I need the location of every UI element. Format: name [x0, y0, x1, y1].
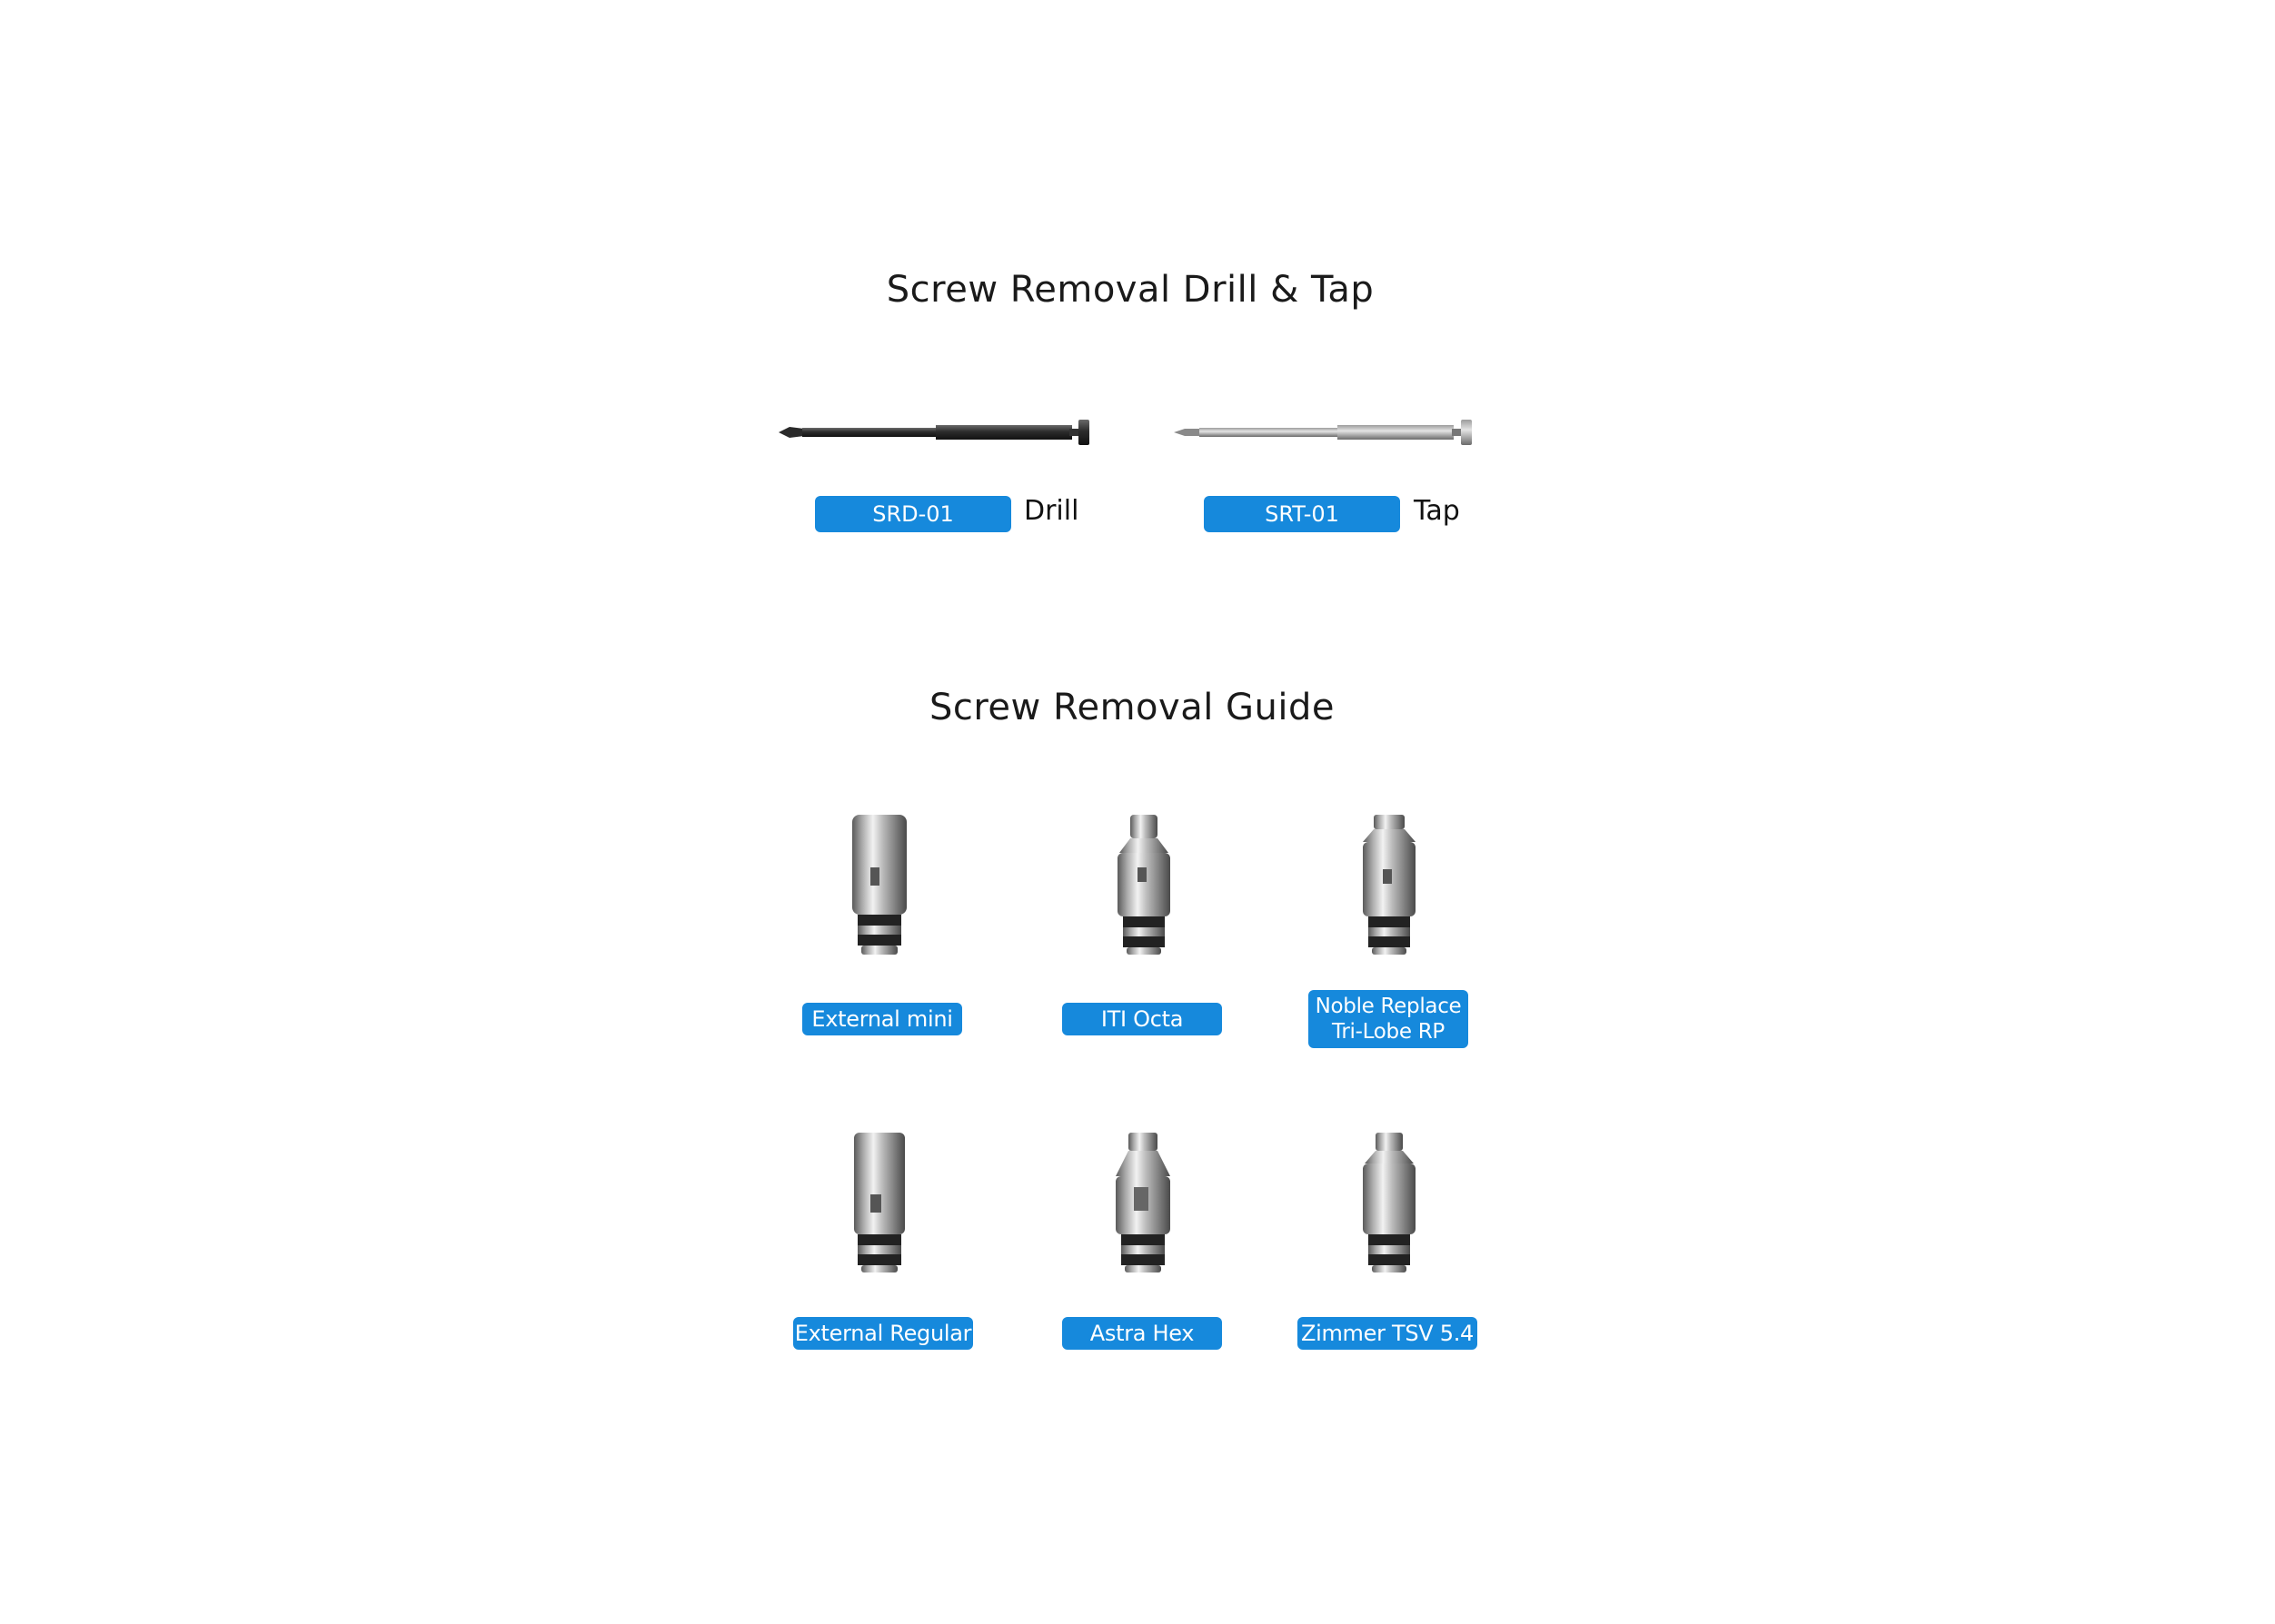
tap-label: Tap [1414, 495, 1460, 527]
drill-label: Drill [1024, 495, 1079, 527]
noble-replace-line1: Noble Replace [1315, 995, 1462, 1018]
astra-hex-badge: Astra Hex [1062, 1317, 1222, 1350]
tap-bit-icon [1172, 414, 1481, 451]
zimmer-tsv-badge: Zimmer TSV 5.4 [1297, 1317, 1477, 1350]
external-regular-badge: External Regular [793, 1317, 973, 1350]
drill-tap-title: Screw Removal Drill & Tap [886, 269, 1375, 311]
drill-bit-icon [777, 414, 1097, 451]
guide-external-regular-icon [849, 1131, 910, 1276]
guide-noble-replace-icon [1357, 813, 1421, 958]
noble-replace-badge [1308, 990, 1468, 1048]
guide-astra-hex-icon [1110, 1131, 1176, 1276]
noble-replace-line2: Tri-Lobe RP [1332, 1020, 1445, 1044]
srt-01-badge: SRT-01 [1204, 496, 1400, 532]
external-mini-badge: External mini [802, 1003, 962, 1035]
guide-iti-octa-icon [1112, 813, 1176, 958]
guide-external-mini-icon [849, 813, 910, 958]
iti-octa-badge: ITI Octa [1062, 1003, 1222, 1035]
guide-zimmer-tsv-icon [1357, 1131, 1421, 1276]
guide-title: Screw Removal Guide [929, 687, 1335, 728]
srd-01-badge: SRD-01 [815, 496, 1011, 532]
